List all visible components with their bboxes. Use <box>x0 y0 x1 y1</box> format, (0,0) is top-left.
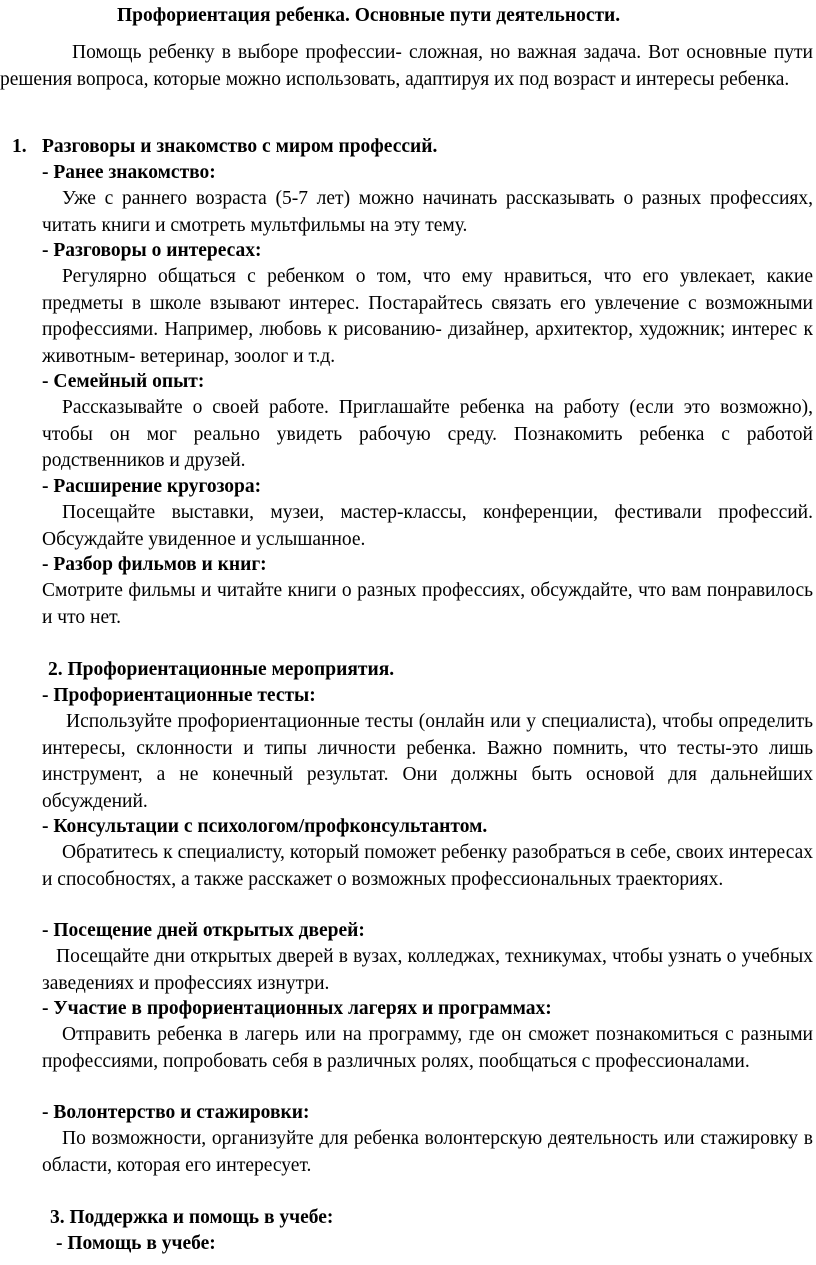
intro-paragraph: Помощь ребенку в выборе профессии- сложная, но важная задача. Вот основные пути решения вопроса, которые можно использовать, адаптируя их под возраст и интересы ребенка. <box>0 42 813 90</box>
section1-item1-label: - Ранее знакомство: <box>42 162 216 183</box>
section2-item4-label: - Участие в профориентационных лагерях и программах: <box>42 998 552 1019</box>
section1-item5-label: - Разбор фильмов и книг: <box>42 554 267 575</box>
section1-item1-text: Уже с раннего возраста (5-7 лет) можно начинать рассказывать о разных профессиях, читать книги и смотреть мультфильмы на эту тему. <box>42 188 813 236</box>
section1-item2-text: Регулярно общаться с ребенком о том, что ему нравиться, что его увлекает, какие предметы в школе взывают интерес. Постарайтесь связать его увлечение с возможными профессиями. Например, любовь к рисованию- дизайнер, архитектор, художник; интерес к животным- ветеринар, зоолог и т.д. <box>42 266 813 367</box>
section3-item1-label: - Помощь в учебе: <box>56 1233 216 1254</box>
section2-item2-text: Обратитесь к специалисту, который поможет ребенку разобраться в себе, своих интересах и способностях, а также расскажет о возможных профессиональных траекториях. <box>42 842 813 890</box>
section1-item3-text: Рассказывайте о своей работе. Приглашайте ребенка на работу (если это возможно), чтобы он мог реально увидеть рабочую среду. Познакомить ребенка с работой родственников и друзей. <box>42 397 813 471</box>
section2-item1-text: Используйте профориентационные тесты (онлайн или у специалиста), чтобы определить интересы, склонности и типы личности ребенка. Важно помнить, что тесты-это лишь инструмент, а не конечный результат. Они должны быть основой для дальнейших обсуждений. <box>42 711 813 812</box>
section1-item3-label: - Семейный опыт: <box>42 371 205 392</box>
section3-heading: 3. Поддержка и помощь в учебе: <box>50 1207 334 1228</box>
section1-item2-label: - Разговоры о интересах: <box>42 240 262 261</box>
section2-item3-label: - Посещение дней открытых дверей: <box>42 920 365 941</box>
page-title: Профориентация ребенка. Основные пути деятельности. <box>117 5 621 26</box>
section2-heading: 2. Профориентационные мероприятия. <box>48 659 395 680</box>
section2-item4-text: Отправить ребенка в лагерь или на программу, где он сможет познакомиться с разными профессиями, попробовать себя в различных ролях, пообщаться с профессионалами. <box>42 1024 813 1072</box>
section2-item5-label: - Волонтерство и стажировки: <box>42 1102 310 1123</box>
section2-item3-text: Посещайте дни открытых дверей в вузах, колледжах, техникумах, чтобы узнать о учебных заведениях и профессиях изнутри. <box>42 946 813 994</box>
section1-item5-text: Смотрите фильмы и читайте книги о разных профессиях, обсуждайте, что вам понравилось и что нет. <box>42 580 813 628</box>
section1-heading: Разговоры и знакомство с миром профессий. <box>42 136 438 157</box>
section1-item4-text: Посещайте выставки, музеи, мастер-классы, конференции, фестивали профессий. Обсуждайте увиденное и услышанное. <box>42 502 813 550</box>
section2-item1-label: - Профориентационные тесты: <box>42 685 316 706</box>
section1-item4-label: - Расширение кругозора: <box>42 476 262 497</box>
section2-item5-text: По возможности, организуйте для ребенка волонтерскую деятельность или стажировку в области, которая его интересует. <box>42 1128 813 1176</box>
section1-number: 1. <box>12 136 27 157</box>
section2-item2-label: - Консультации с психологом/профконсультантом. <box>42 816 488 837</box>
